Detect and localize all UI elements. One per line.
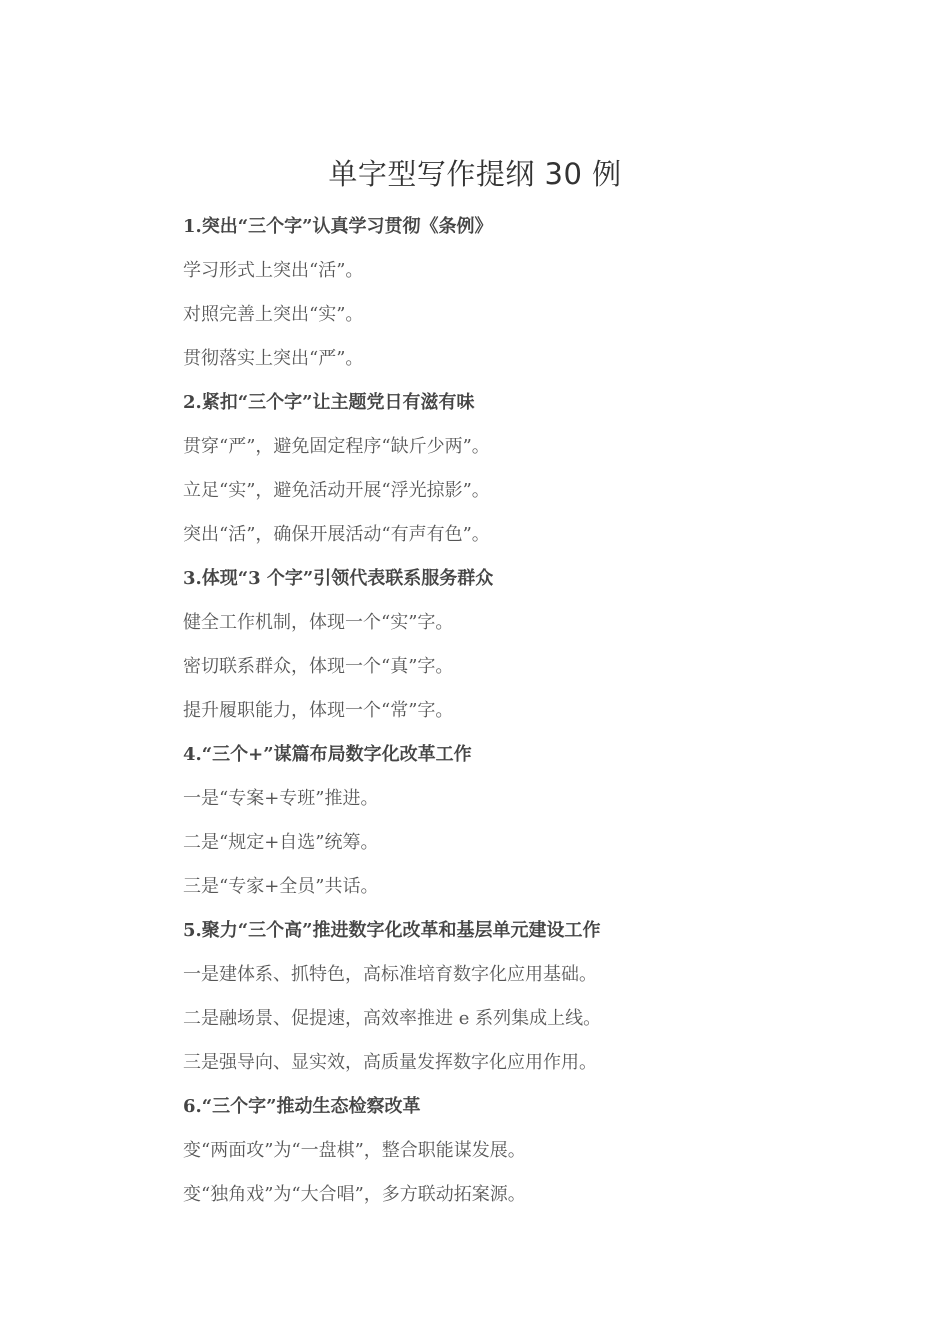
section-item: 一是“专案+专班”推进。 (183, 788, 379, 809)
section-heading: 6.“三个字”推动生态检察改革 (183, 1096, 421, 1117)
section-heading: 5.聚力“三个高”推进数字化改革和基层单元建设工作 (183, 920, 601, 941)
section-item: 贯彻落实上突出“严”。 (183, 348, 364, 369)
section-item: 变“两面攻”为“一盘棋”，整合职能谋发展。 (183, 1140, 526, 1161)
section-item: 二是融场景、促提速，高效率推进 e 系列集成上线。 (183, 1008, 602, 1029)
section-item: 对照完善上突出“实”。 (183, 304, 364, 325)
section-heading: 1.突出“三个字”认真学习贯彻《条例》 (183, 216, 493, 237)
document-title: 单字型写作提纲 30 例 (328, 157, 622, 191)
section-item: 突出“活”，确保开展活动“有声有色”。 (183, 524, 490, 545)
section-item: 立足“实”，避免活动开展“浮光掠影”。 (183, 480, 490, 501)
section-item: 二是“规定+自选”统筹。 (183, 832, 379, 853)
section-item: 贯穿“严”，避免固定程序“缺斤少两”。 (183, 436, 490, 457)
section-item: 健全工作机制，体现一个“实”字。 (183, 612, 454, 633)
section-item: 一是建体系、抓特色，高标准培育数字化应用基础。 (183, 964, 597, 985)
section-heading: 3.体现“3 个字”引领代表联系服务群众 (183, 568, 494, 589)
section-item: 三是强导向、显实效，高质量发挥数字化应用作用。 (183, 1052, 597, 1073)
section-item: 学习形式上突出“活”。 (183, 260, 364, 281)
document-body (183, 205, 883, 1217)
section-item: 三是“专家+全员”共话。 (183, 876, 379, 897)
section-heading: 4.“三个+”谋篇布局数字化改革工作 (183, 744, 472, 765)
section-item: 密切联系群众，体现一个“真”字。 (183, 656, 454, 677)
section-item: 变“独角戏”为“大合唱”，多方联动拓案源。 (183, 1184, 526, 1205)
section-item: 提升履职能力，体现一个“常”字。 (183, 700, 454, 721)
section-heading: 2.紧扣“三个字”让主题党日有滋有味 (183, 392, 475, 413)
